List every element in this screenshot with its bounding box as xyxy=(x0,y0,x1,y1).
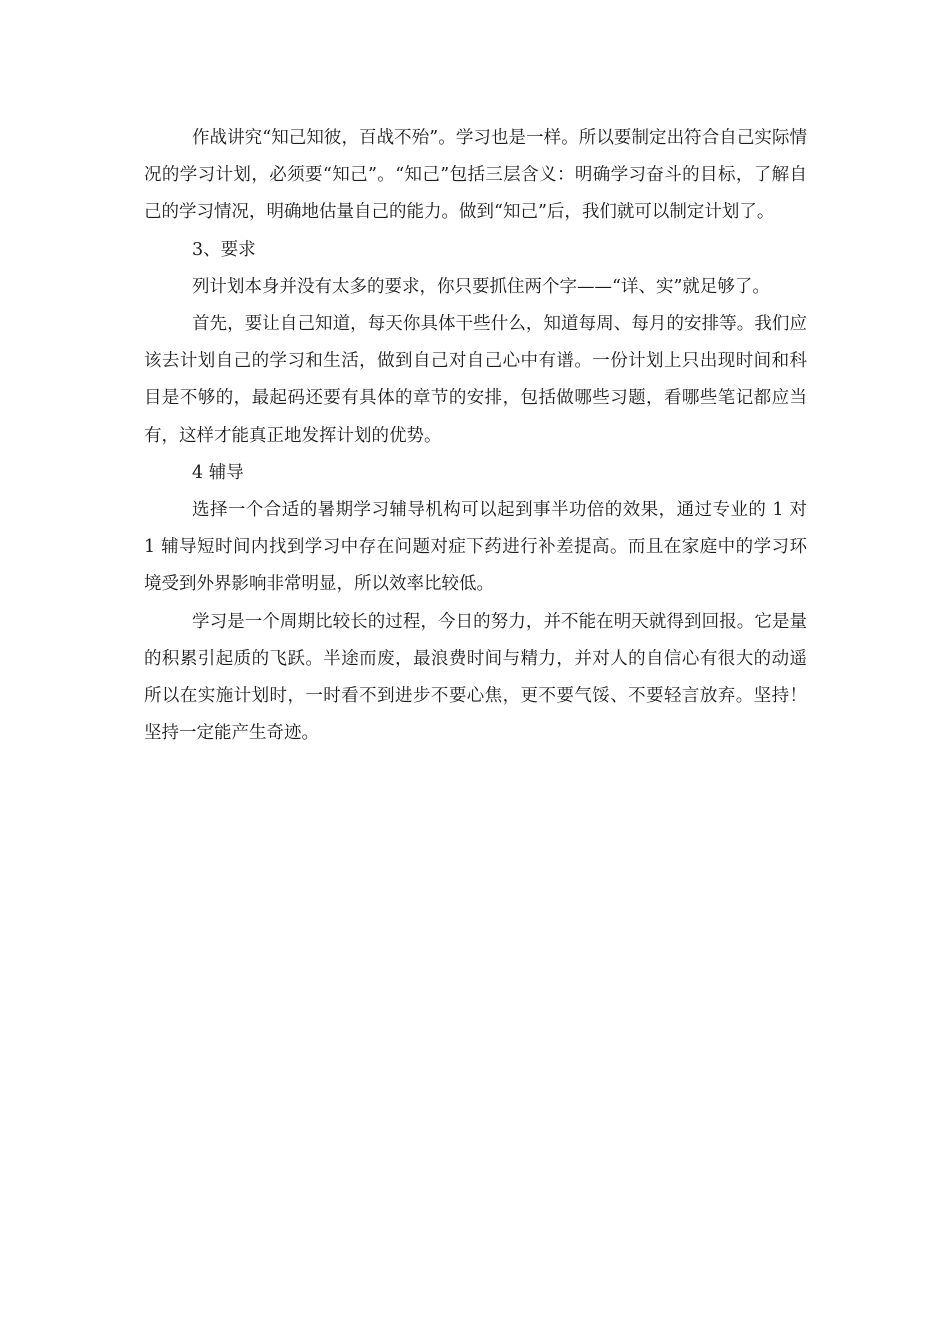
paragraph-persistence: 学习是一个周期比较长的过程，今日的努力，并不能在明天就得到回报。它是量的积累引起质的飞跃。半途而废，最浪费时间与精力，并对人的自信心有很大的动遥所以在实施计划时，一时看不到进步不要心焦，更不要气馁、不要轻言放弃。坚持！坚持一定能产生奇迹。 xyxy=(144,611,807,744)
section-heading-requirements: 3、要求 xyxy=(192,239,256,260)
document-body xyxy=(144,120,807,752)
paragraph-tutoring: 选择一个合适的暑期学习辅导机构可以起到事半功倍的效果，通过专业的 1 对 1 辅导短时间内找到学习中存在问题对症下药进行补差提高。而且在家庭中的学习环境受到外界影响非常明显，所以效率比较低。 xyxy=(144,500,807,595)
section-heading-tutoring: 4 辅导 xyxy=(192,462,244,483)
paragraph-know-yourself: 作战讲究“知己知彼，百战不殆”。学习也是一样。所以要制定出符合自己实际情况的学习计划，必须要“知己”。“知己”包括三层含义：明确学习奋斗的目标，了解自己的学习情况，明确地估量自己的能力。做到“知己”后，我们就可以制定计划了。 xyxy=(144,128,807,223)
paragraph-plan-details: 首先，要让自己知道，每天你具体干些什么，知道每周、每月的安排等。我们应该去计划自己的学习和生活，做到自己对自己心中有谱。一份计划上只出现时间和科目是不够的，最起码还要有具体的章节的安排，包括做哪些习题，看哪些笔记都应当有，这样才能真正地发挥计划的优势。 xyxy=(144,314,807,446)
paragraph-plan-requirements: 列计划本身并没有太多的要求，你只要抓住两个字——“详、实”就足够了。 xyxy=(192,276,770,297)
